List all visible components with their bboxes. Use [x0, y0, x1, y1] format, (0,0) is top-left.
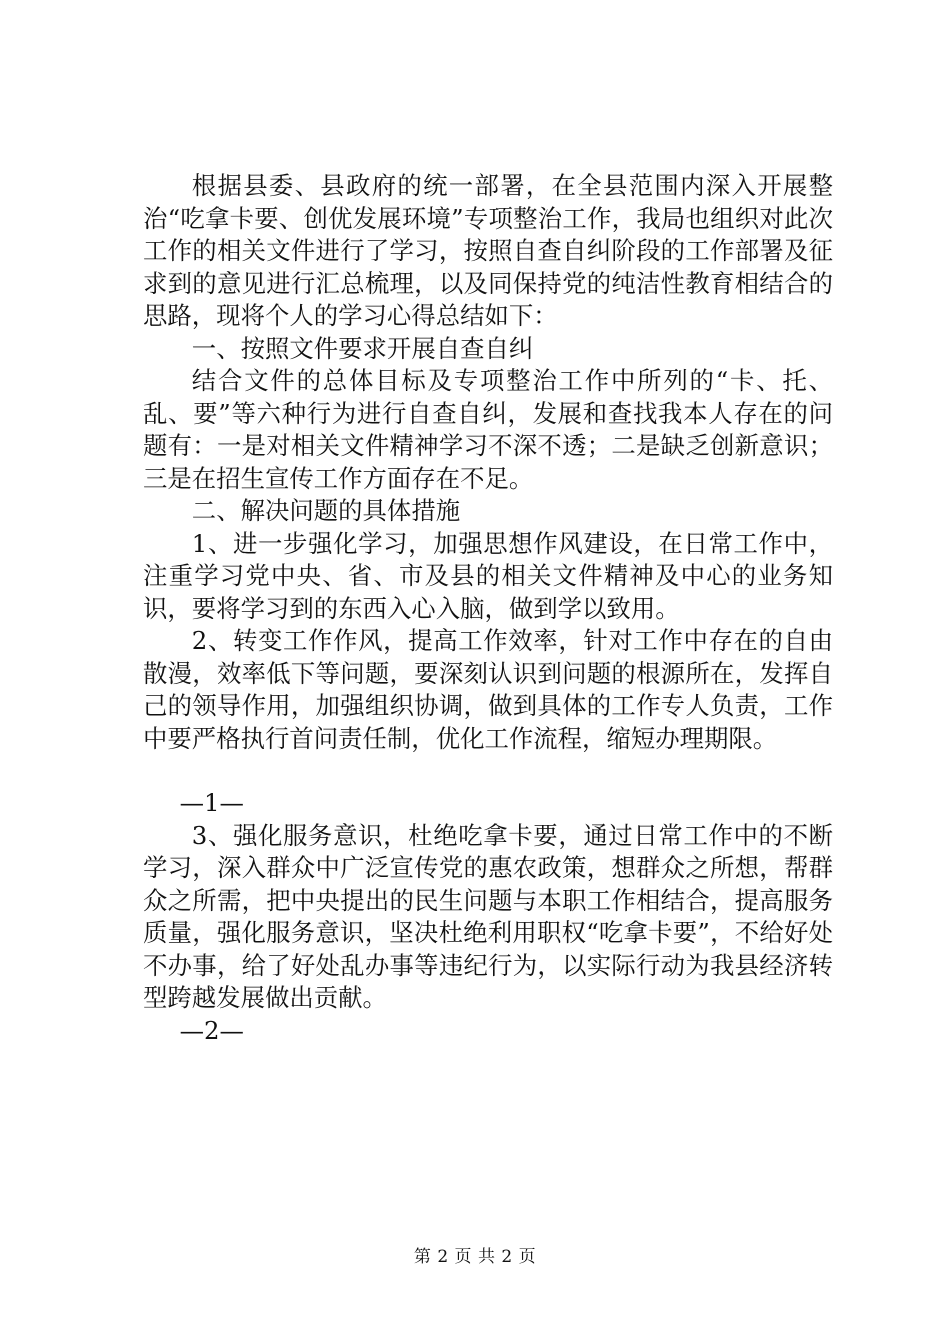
measure-2-paragraph: 2、转变工作作风，提高工作效率，针对工作中存在的自由散漫，效率低下等问题，要深刻认识到问题的根源所在，发挥自己的领导作用，加强组织协调，做到具体的工作专人负责，工作中要严格执行首问责任制，优化工作流程，缩短办理期限。	[143, 626, 833, 753]
document-body	[143, 170, 833, 1047]
self-check-paragraph: 结合文件的总体目标及专项整治工作中所列的“卡、托、乱、要”等六种行为进行自查自纠，发展和查找我本人存在的问题有：一是对相关文件精神学习不深不透；二是缺乏创新意识；三是在招生宣传工作方面存在不足。	[143, 366, 833, 493]
paragraph-gap	[143, 755, 833, 787]
section-heading-2: 二、解决问题的具体措施	[191, 496, 461, 525]
intro-paragraph: 根据县委、县政府的统一部署，在全县范围内深入开展整治“吃拿卡要、创优发展环境”专项整治工作，我局也组织对此次工作的相关文件进行了学习，按照自查自纠阶段的工作部署及征求到的意见进行汇总梳理，以及同保持党的纯洁性教育相结合的思路，现将个人的学习心得总结如下：	[143, 171, 833, 330]
measure-1-paragraph: 1、进一步强化学习，加强思想作风建设，在日常工作中，注重学习党中央、省、市及县的相关文件精神及中心的业务知识，要将学习到的东西入心入脑，做到学以致用。	[143, 528, 833, 623]
page-marker-1: —1—	[179, 788, 244, 817]
measure-3-paragraph: 3、强化服务意识，杜绝吃拿卡要，通过日常工作中的不断学习，深入群众中广泛宣传党的惠农政策，想群众之所想，帮群众之所需，把中央提出的民生问题与本职工作相结合，提高服务质量，强化服务意识，坚决杜绝利用职权“吃拿卡要”，不给好处不办事，给了好处乱办事等违纪行为，以实际行动为我县经济转型跨越发展做出贡献。	[143, 820, 833, 1012]
section-heading-1: 一、按照文件要求开展自查自纠	[191, 333, 534, 363]
page-footer: 第 2 页 共 2 页	[413, 1247, 537, 1267]
page-marker-2: —2—	[179, 1015, 244, 1045]
